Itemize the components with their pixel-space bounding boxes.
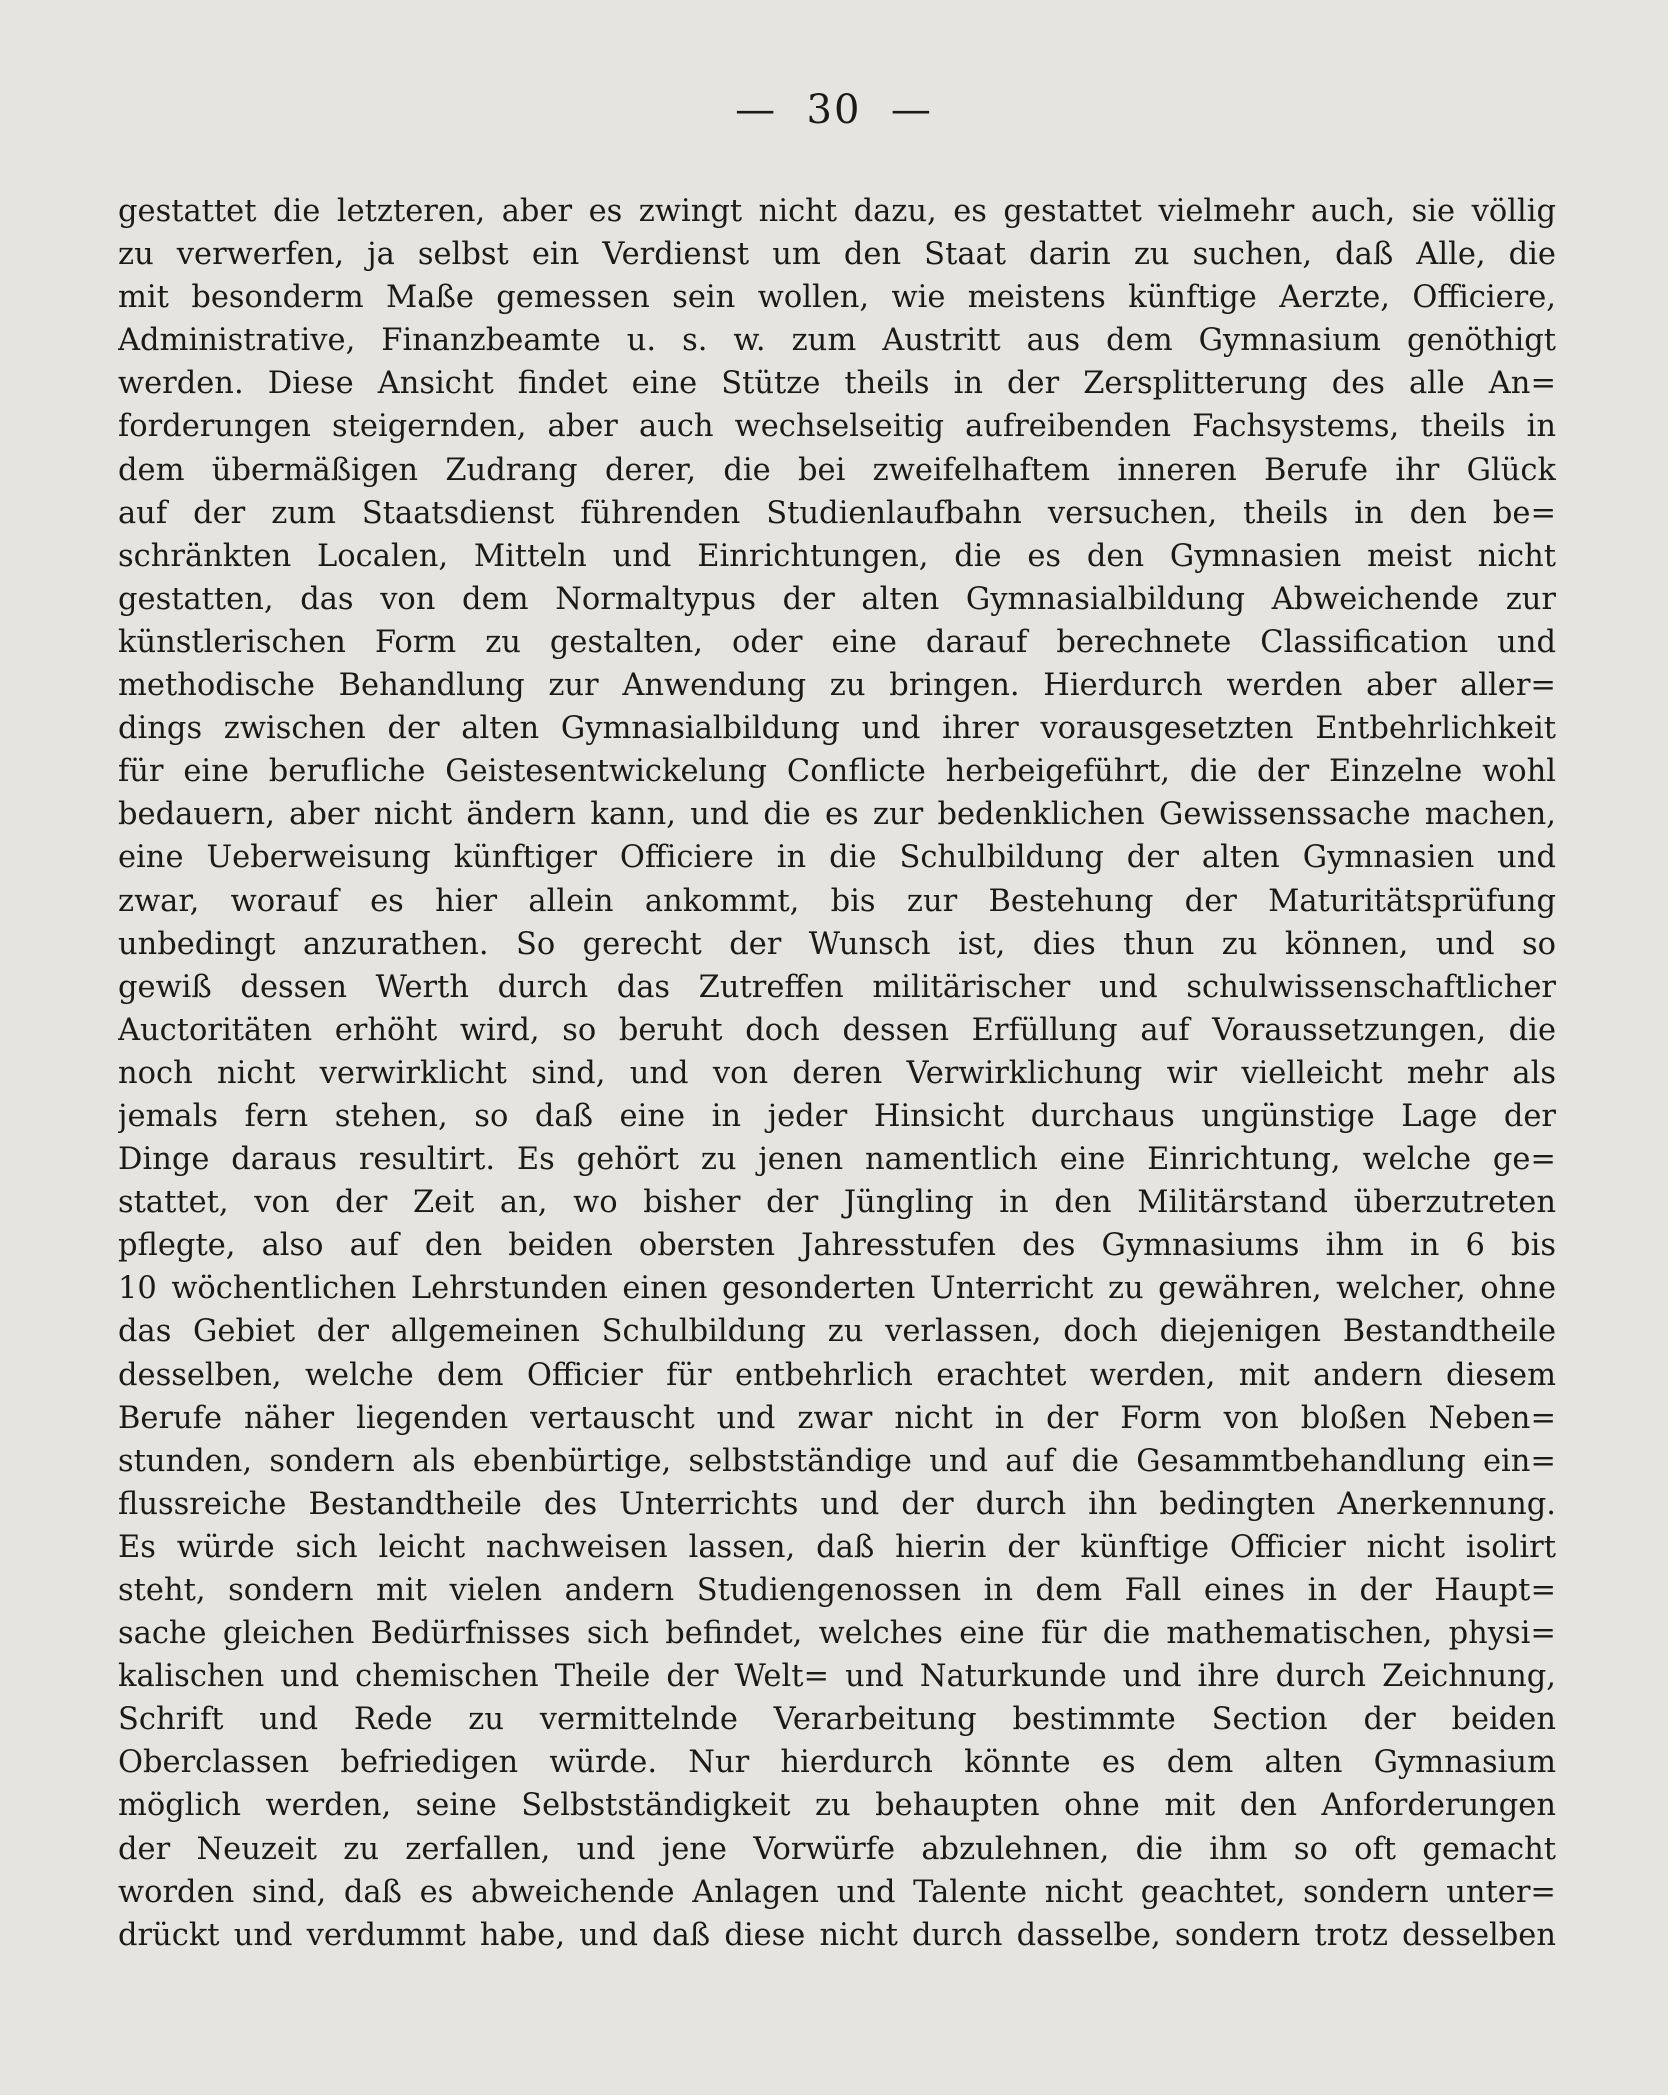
text-line: gewiß dessen Werth durch das Zutreffen militärischer und schulwissenschaftlicher [118, 969, 1556, 1005]
text-line: stunden, sondern als ebenbürtige, selbstständige und auf die Gesammtbehandlung ein= [118, 1443, 1556, 1479]
text-line: steht, sondern mit vielen andern Studiengenossen in dem Fall eines in der Haupt= [118, 1573, 1556, 1608]
text-line: werden. Diese Ansicht findet eine Stütze theils in der Zersplitterung des alle An= [118, 366, 1556, 402]
text-line: möglich werden, seine Selbstständigkeit zu behaupten ohne mit den Anforderungen [118, 1788, 1556, 1824]
text-line: Berufe näher liegenden vertauscht und zwar nicht in der Form von bloßen Neben= [118, 1400, 1556, 1436]
text-line: Schrift und Rede zu vermittelnde Verarbeitung bestimmte Section der beiden [118, 1702, 1556, 1738]
text-line: der Neuzeit zu zerfallen, und jene Vorwürfe abzulehnen, die ihm so oft gemacht [118, 1831, 1556, 1867]
text-line: desselben, welche dem Officier für entbehrlich erachtet werden, mit andern diesem [118, 1357, 1556, 1393]
text-line: methodische Behandlung zur Anwendung zu bringen. Hierdurch werden aber aller= [118, 668, 1556, 704]
text-line: bedauern, aber nicht ändern kann, und die es zur bedenklichen Gewissenssache machen, [118, 797, 1556, 833]
text-line: dem übermäßigen Zudrang derer, die bei zweifelhaftem inneren Berufe ihr Glück [118, 452, 1556, 488]
text-line: Es würde sich leicht nachweisen lassen, daß hierin der künftige Officier nicht isolirt [118, 1529, 1556, 1565]
text-line: schränkten Localen, Mitteln und Einrichtungen, die es den Gymnasien meist nicht [118, 538, 1556, 574]
text-line: für eine berufliche Geistesentwickelung Conflicte herbeigeführt, die der Einzelne wohl [118, 754, 1556, 790]
text-line: Auctoritäten erhöht wird, so beruht doch dessen Erfüllung auf Voraussetzungen, die [118, 1012, 1556, 1048]
text-line: unbedingt anzurathen. So gerecht der Wunsch ist, dies thun zu können, und so [118, 926, 1556, 962]
body-text [118, 190, 1556, 1957]
text-line: drückt und verdummt habe, und daß diese nicht durch dasselbe, sondern trotz desselben [118, 1917, 1556, 1953]
text-line: worden sind, daß es abweichende Anlagen und Talente nicht geachtet, sondern unter= [118, 1874, 1556, 1910]
text-line: Administrative, Finanzbeamte u. s. w. zum Austritt aus dem Gymnasium genöthigt [118, 323, 1556, 359]
text-line: pflegte, also auf den beiden obersten Jahresstufen des Gymnasiums ihm in 6 bis [118, 1228, 1556, 1264]
text-line: zwar, worauf es hier allein ankommt, bis zur Bestehung der Maturitätsprüfung [118, 883, 1556, 919]
text-line: 10 wöchentlichen Lehrstunden einen gesonderten Unterricht zu gewähren, welcher, ohne [118, 1271, 1556, 1307]
text-line: jemals fern stehen, so daß eine in jeder Hinsicht durchaus ungünstige Lage der [118, 1098, 1556, 1134]
text-line: mit besonderm Maße gemessen sein wollen, wie meistens künftige Aerzte, Officiere, [118, 280, 1556, 316]
text-line: Dinge daraus resultirt. Es gehört zu jenen namentlich eine Einrichtung, welche ge= [118, 1142, 1556, 1178]
text-line: künstlerischen Form zu gestalten, oder eine darauf berechnete Classification und [118, 624, 1556, 660]
text-line: flussreiche Bestandtheile des Unterrichts und der durch ihn bedingten Anerkennung. [118, 1486, 1556, 1522]
text-line: zu verwerfen, ja selbst ein Verdienst um den Staat darin zu suchen, daß Alle, die [118, 237, 1556, 273]
text-line: kalischen und chemischen Theile der Welt= und Naturkunde und ihre durch Zeichnung, [118, 1659, 1556, 1695]
text-line: noch nicht verwirklicht sind, und von deren Verwirklichung wir vielleicht mehr als [118, 1055, 1556, 1091]
text-line: forderungen steigernden, aber auch wechselseitig aufreibenden Fachsystems, theils in [118, 409, 1556, 445]
text-line: gestattet die letzteren, aber es zwingt nicht dazu, es gestattet vielmehr auch, sie völlig [118, 194, 1556, 229]
text-line: stattet, von der Zeit an, wo bisher der Jüngling in den Militärstand überzutreten [118, 1185, 1556, 1221]
page-number-header: — 30 — [735, 87, 933, 133]
text-line: eine Ueberweisung künftiger Officiere in die Schulbildung der alten Gymnasien und [118, 840, 1556, 876]
text-line: dings zwischen der alten Gymnasialbildung und ihrer vorausgesetzten Entbehrlichkeit [118, 711, 1556, 747]
text-line: sache gleichen Bedürfnisses sich befindet, welches eine für die mathematischen, physi= [118, 1616, 1556, 1652]
text-line: Oberclassen befriedigen würde. Nur hierdurch könnte es dem alten Gymnasium [118, 1745, 1556, 1781]
text-line: das Gebiet der allgemeinen Schulbildung zu verlassen, doch diejenigen Bestandtheile [118, 1314, 1556, 1350]
text-line: gestatten, das von dem Normaltypus der alten Gymnasialbildung Abweichende zur [118, 581, 1556, 617]
text-line: auf der zum Staatsdienst führenden Studienlaufbahn versuchen, theils in den be= [118, 495, 1556, 531]
